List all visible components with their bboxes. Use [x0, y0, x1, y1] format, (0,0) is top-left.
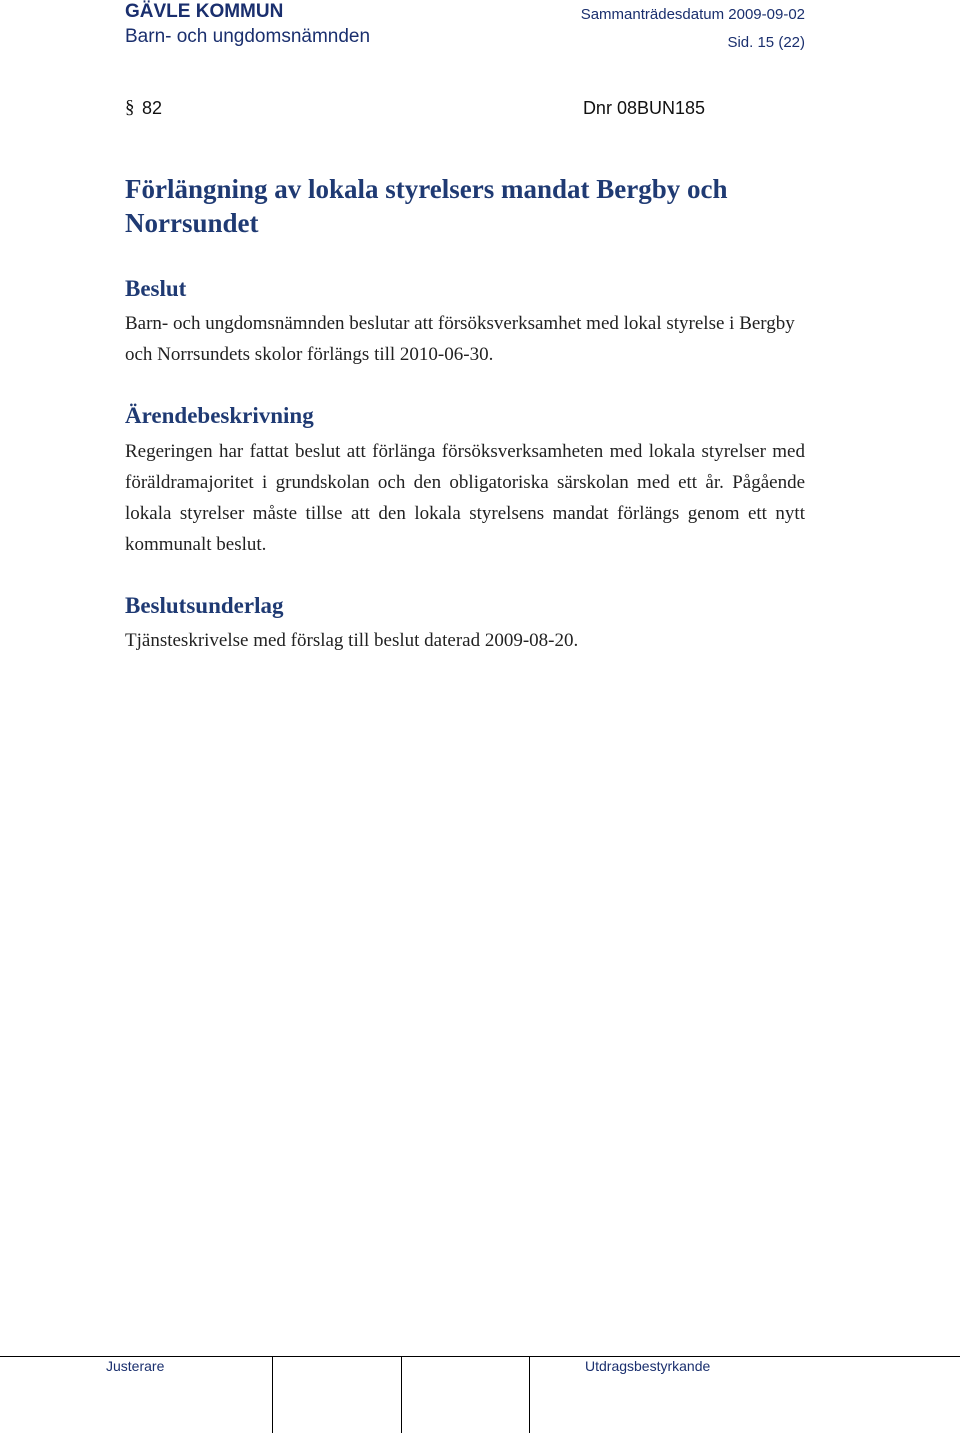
- arendebeskrivning-heading: Ärendebeskrivning: [125, 403, 314, 428]
- paragraph-number: 82: [142, 98, 163, 118]
- page-number: Sid. 15 (22): [727, 34, 805, 51]
- footer-divider: [529, 1356, 530, 1433]
- arendebeskrivning-text: Regeringen har fattat beslut att förlänga försöksverksamheten med lokala styrelser med föräldramajoritet i grundskolan och den obligatoriska särskolan med ett år. Pågående lokala styrelser måste tillse att den lokala styrelsens mandat förlängs genom ett nytt kommunalt beslut.: [125, 441, 805, 555]
- meeting-date: Sammanträdesdatum 2009-09-02: [580, 6, 805, 23]
- beslut-text: Barn- och ungdomsnämnden beslutar att försöksverksamhet med lokal styrelse i Bergby och Norrsundets skolor förlängs till 2010-06-30.: [125, 313, 795, 365]
- footer-rule: [0, 1356, 960, 1357]
- document-title: Förlängning av lokala styrelsers mandat Bergby och Norrsundet: [125, 174, 728, 238]
- utdragsbestyrkande-label: Utdragsbestyrkande: [585, 1358, 711, 1374]
- department-name: Barn- och ungdomsnämnden: [125, 26, 371, 47]
- beslut-heading: Beslut: [125, 276, 187, 301]
- footer-divider: [401, 1356, 402, 1433]
- diary-number: Dnr 08BUN185: [582, 98, 705, 118]
- organization-name: GÄVLE KOMMUN: [125, 1, 284, 22]
- footer-divider: [272, 1356, 273, 1433]
- section-sign-icon: §: [125, 97, 135, 118]
- paragraph-line: [125, 97, 705, 121]
- beslutsunderlag-heading: Beslutsunderlag: [125, 593, 284, 618]
- beslutsunderlag-text: Tjänsteskrivelse med förslag till beslut daterad 2009-08-20.: [125, 630, 579, 651]
- justerare-label: Justerare: [106, 1358, 165, 1374]
